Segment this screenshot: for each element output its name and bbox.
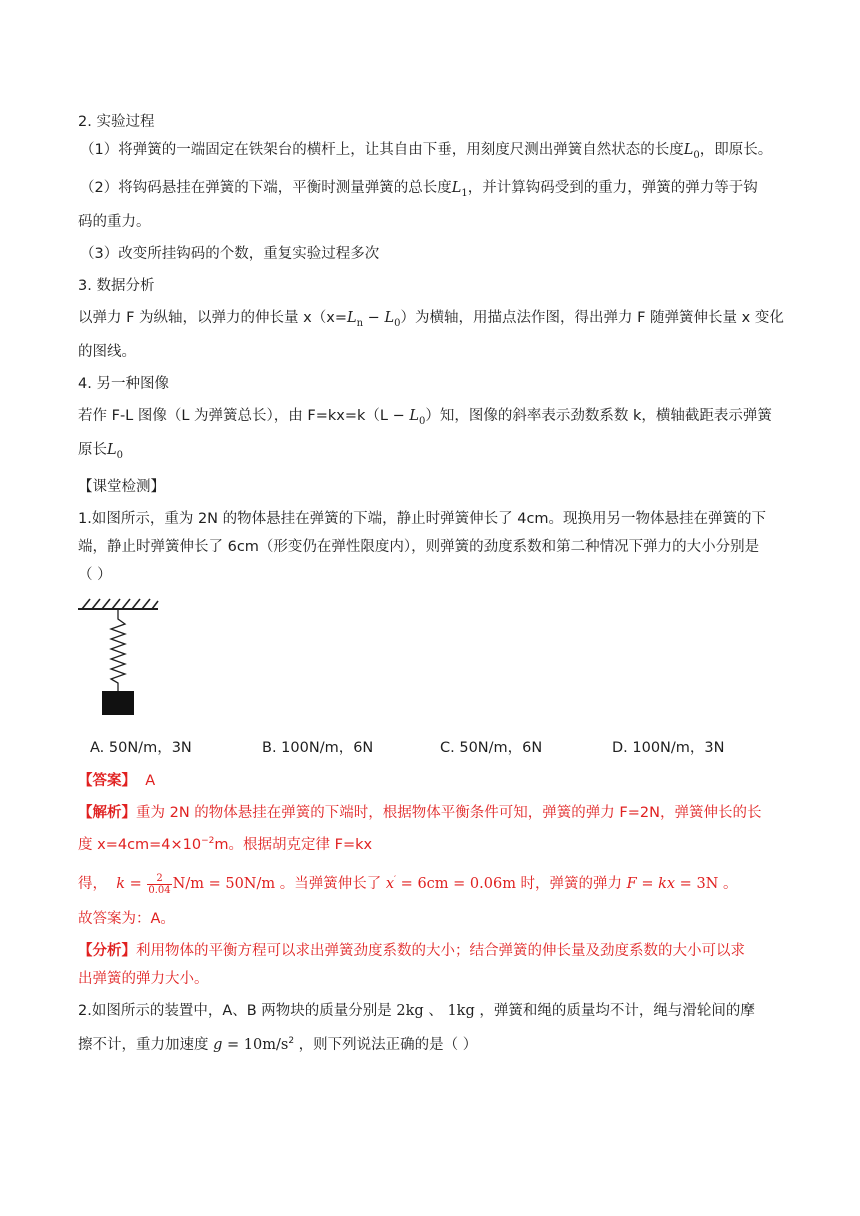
option-a[interactable]: A. 50N/m，3N: [90, 740, 192, 757]
answer-value: A: [145, 773, 156, 790]
conclusion: 故答案为：A。: [78, 911, 175, 928]
spring-mass-figure: [78, 597, 162, 715]
option-c[interactable]: C. 50N/m，6N: [440, 740, 543, 757]
option-b[interactable]: B. 100N/m，6N: [262, 740, 374, 757]
analysis-line-1: 【解析】重为 2N 的物体悬挂在弹簧的下端时，根据物体平衡条件可知，弹簧的弹力 F=2N，弹簧伸长的长: [78, 805, 762, 822]
question-1-line-2: 端，静止时弹簧伸长了 6cm（形变仍在弹性限度内），则弹簧的劲度系数和第二种情况下弹力的大小分别是: [78, 539, 760, 556]
section-2-heading: 2. 实验过程: [78, 114, 155, 130]
document-page: [78, 108, 784, 1061]
option-d[interactable]: D. 100N/m，3N: [612, 740, 725, 757]
step-2-continued: 码的重力。: [78, 213, 151, 230]
question-1-line-3: （ ）: [78, 567, 112, 584]
summary-line-1: 【分析】利用物体的平衡方程可以求出弹簧劲度系数的大小；结合弹簧的伸长量及劲度系数的大小可以求: [78, 943, 745, 960]
summary-line-2: 出弹簧的弹力大小。: [78, 971, 209, 988]
question-1-options: [78, 735, 784, 761]
section-3-heading: 3. 数据分析: [78, 277, 155, 294]
step-2: （2）将钩码悬挂在弹簧的下端，平衡时测量弹簧的总长度$L_1$，并计算钩码受到的重力，弹簧的弹力等于钩: [80, 179, 758, 199]
question-2-line-2: 擦不计，重力加速度 $g = 10m/s^2$ ，则下列说法正确的是（ ）: [78, 1036, 478, 1054]
section-3-text-continued: 的图线。: [78, 343, 136, 360]
section-4-heading: 4. 另一种图像: [78, 375, 169, 392]
ceiling-hatch: [82, 599, 158, 609]
analysis-line-2: 度 $x=4cm=4\times 10^{-2}m$。根据胡克定律 F=kx: [78, 836, 373, 854]
hanging-block: [102, 691, 134, 715]
fraction: $\frac{2}{0.04}$: [148, 872, 171, 896]
analysis-calculation: 得， k = $\frac{2}{0.04}$ N/m = 50N/m 。当弹簧伸长了 x′ = 6cm = 0.06m 时，弹簧的弹力 F = kx = 3N 。: [78, 872, 738, 896]
step-1: （1）将弹簧的一端固定在铁架台的横杆上，让其自由下垂，用刻度尺测出弹簧自然状态的长度$L_0$，即原长。: [80, 142, 773, 161]
classroom-heading: 【课堂检测】: [78, 479, 165, 496]
question-1-line-1: 1.如图所示，重为 2N 的物体悬挂在弹簧的下端，静止时弹簧伸长了 4cm。现换用另一物体悬挂在弹簧的下: [78, 511, 767, 528]
spring-coil: [111, 609, 125, 691]
answer-line: 【答案】 A: [78, 773, 156, 790]
section-4-text: 若作 F-L 图像（L 为弹簧总长），由 $F=kx=k(L - L_0)$知，图像的斜率表示劲数系数 k，横轴截距表示弹簧: [78, 407, 772, 427]
section-3-text: 以弹力 F 为纵轴，以弹力的伸长量 $x(x=L_n - L_0)$为横轴，用描点法作图，得出弹力 F 随弹簧伸长量 x 变化: [78, 309, 784, 329]
question-2-line-1: 2.如图所示的装置中，A、B 两物块的质量分别是 2kg 、 1kg ，弹簧和绳的质量均不计，绳与滑轮间的摩: [78, 1003, 755, 1020]
step-3: （3）改变所挂钩码的个数，重复实验过程多次: [80, 245, 380, 262]
section-4-text-continued: 原长$L_0$: [78, 441, 124, 461]
